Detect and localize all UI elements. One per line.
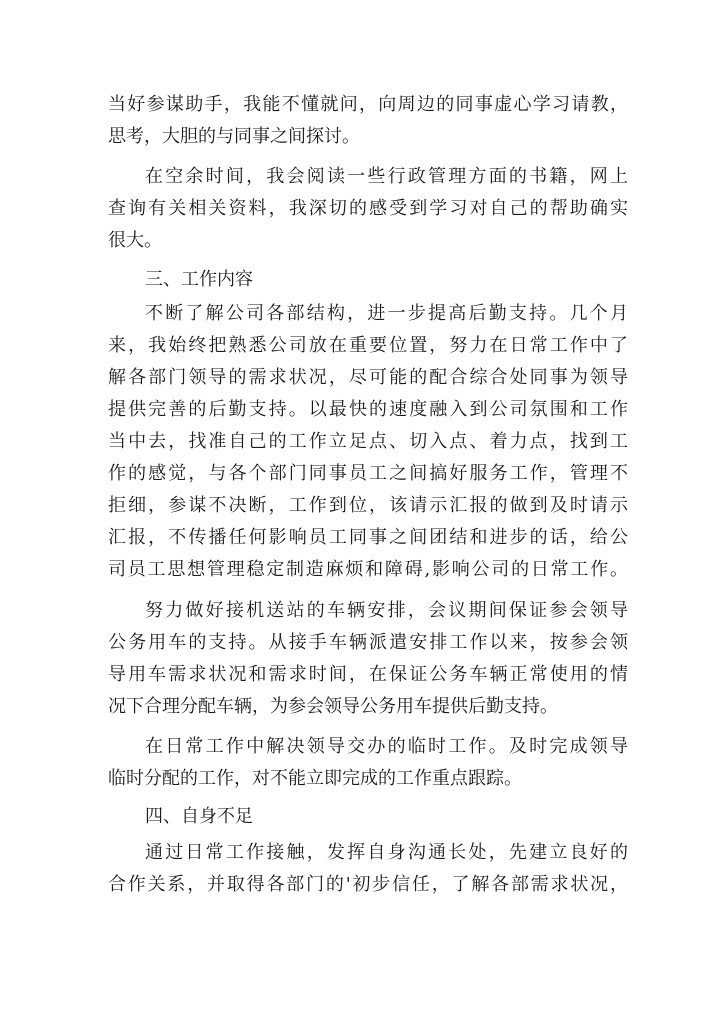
text-line: 提供完善的后勤支持。以最快的速度融入到公司氛围和工作: [108, 399, 628, 420]
text-line: 导用车需求状况和需求时间，在保证公务车辆正常使用的情: [108, 664, 628, 685]
text-line: 临时分配的工作，对不能立即完成的工作重点跟踪。: [108, 768, 522, 789]
text-line: 当好参谋助手，我能不懂就问，向周边的同事虚心学习请教，: [108, 94, 628, 115]
text-line: 解各部门领导的需求状况，尽可能的配合综合处同事为领导: [108, 367, 628, 388]
text-line: 司员工思想管理稳定制造麻烦和障碍,影响公司的日常工作。: [108, 559, 628, 580]
text-line: 公务用车的支持。从接手车辆派遣安排工作以来，按参会领: [108, 632, 628, 653]
section-heading: 四、自身不足: [145, 806, 253, 827]
text-line: 通过日常工作接触，发挥自身沟通长处，先建立良好的: [145, 842, 628, 863]
text-line: 努力做好接机送站的车辆安排，会议期间保证参会领导: [145, 600, 628, 621]
text-line: 思考，大胆的与同事之间探讨。: [108, 126, 360, 147]
text-line: 当中去，找准自己的工作立足点、切入点、着力点，找到工: [108, 431, 628, 452]
text-line: 作的感觉，与各个部门同事员工之间搞好服务工作，管理不: [108, 463, 628, 484]
section-heading: 三、工作内容: [145, 269, 253, 290]
text-line: 在空余时间，我会阅读一些行政管理方面的书籍，网上: [145, 166, 628, 187]
text-line: 况下合理分配车辆，为参会领导公务用车提供后勤支持。: [108, 696, 558, 717]
text-line: 拒细，参谋不决断，工作到位，该请示汇报的做到及时请示: [108, 495, 628, 516]
text-line: 合作关系，并取得各部门的'初步信任，了解各部需求状况，: [108, 874, 628, 895]
text-line: 汇报，不传播任何影响员工同事之间团结和进步的话，给公: [108, 527, 628, 548]
text-line: 查询有关相关资料，我深切的感受到学习对自己的帮助确实: [108, 198, 628, 219]
text-line: 在日常工作中解决领导交办的临时工作。及时完成领导: [145, 736, 628, 757]
text-line: 很大。: [108, 230, 162, 251]
text-line: 来，我始终把熟悉公司放在重要位置，努力在日常工作中了: [108, 335, 628, 356]
text-line: 不断了解公司各部结构，进一步提高后勤支持。几个月: [145, 303, 628, 324]
